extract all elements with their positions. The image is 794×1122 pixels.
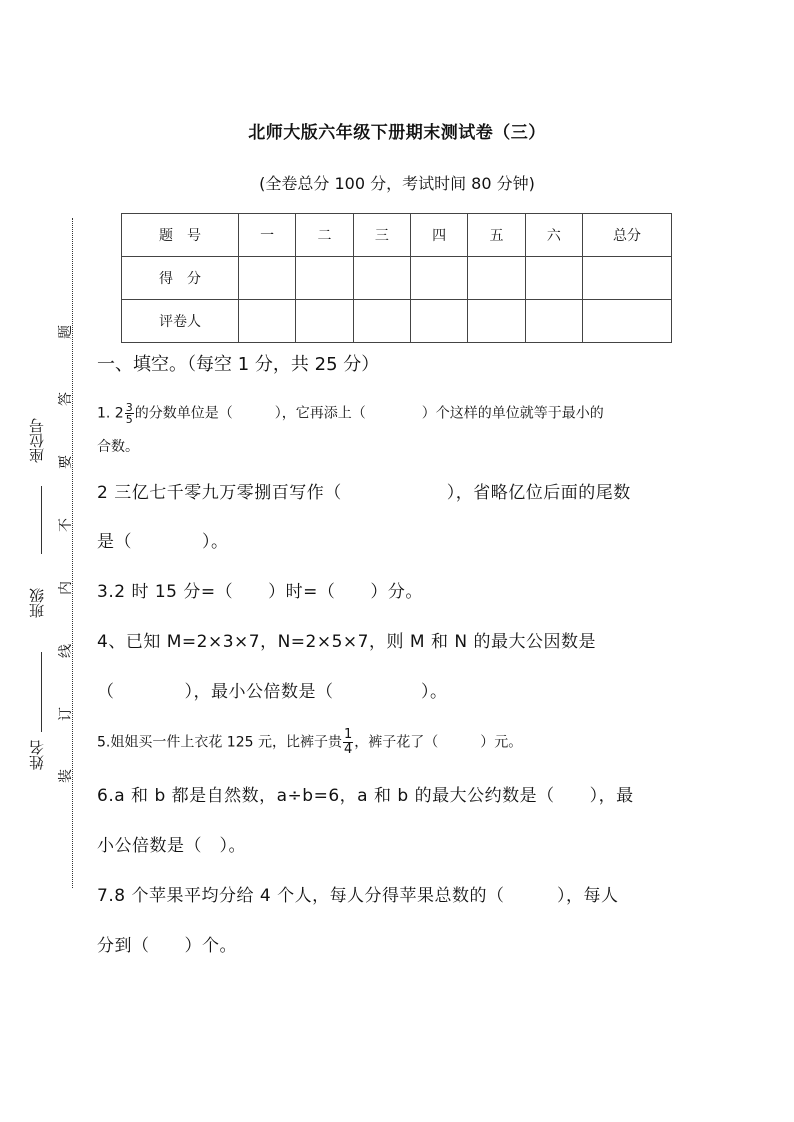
- margin-char: 内: [58, 581, 74, 595]
- fraction-numerator: 1: [343, 727, 353, 742]
- score-header-cell: 六: [525, 214, 582, 257]
- score-header-cell: 二: [296, 214, 353, 257]
- score-header-cell: 四: [410, 214, 467, 257]
- class-label: 班级: [28, 588, 46, 618]
- fraction-denominator: 5: [125, 413, 133, 426]
- score-cell[interactable]: [468, 257, 525, 300]
- margin-char: 订: [58, 707, 74, 721]
- question-5-suffix: ，裤子花了（ ）元。: [354, 734, 523, 751]
- score-table-header-row: [122, 214, 672, 257]
- section-heading: 一、填空。（每空 1 分，共 25 分）: [97, 354, 380, 375]
- question-1-prefix: 1. 2: [97, 405, 124, 422]
- score-cell[interactable]: [525, 300, 582, 343]
- score-cell[interactable]: [583, 257, 672, 300]
- score-row-label: 得 分: [122, 257, 239, 300]
- question-5: [97, 728, 522, 757]
- fraction-denominator: 4: [343, 742, 353, 757]
- question-3: 3.2 时 15 分=（ ）时=（ ）分。: [97, 582, 423, 602]
- question-1-continued: 合数。: [97, 439, 139, 455]
- seat-number-label: 座位号: [28, 418, 46, 463]
- score-header-label: 题 号: [122, 214, 239, 257]
- question-2-line2: 是（ ）。: [97, 532, 229, 552]
- question-4-line1: 4、已知 M=2×3×7，N=2×5×7，则 M 和 N 的最大公因数是: [97, 632, 596, 652]
- fraction-numerator: 3: [125, 401, 133, 414]
- score-cell[interactable]: [410, 257, 467, 300]
- question-2-line1: 2 三亿七千零九万零捌百写作（ ），省略亿位后面的尾数: [97, 483, 631, 503]
- question-6-line1: 6.a 和 b 都是自然数，a÷b=6，a 和 b 的最大公约数是（ ），最: [97, 786, 634, 806]
- question-6-line2: 小公倍数是（ ）。: [97, 836, 246, 856]
- margin-char: 要: [58, 455, 74, 469]
- question-1-text: 的分数单位是（ ），它再添上（ ）个这样的单位就等于最小的: [134, 405, 604, 422]
- score-table-row: [122, 257, 672, 300]
- margin-char: 答: [58, 392, 74, 406]
- binding-dotted-line: [72, 218, 73, 888]
- name-label: 姓名: [28, 740, 46, 770]
- score-cell[interactable]: [468, 300, 525, 343]
- score-header-cell: 一: [239, 214, 296, 257]
- margin-char: 题: [58, 325, 74, 339]
- score-header-cell: 三: [353, 214, 410, 257]
- question-5-prefix: 5.姐姐买一件上衣花 125 元，比裤子贵: [97, 734, 342, 751]
- score-header-total: 总分: [583, 214, 672, 257]
- score-row-label: 评卷人: [122, 300, 239, 343]
- exam-title: 北师大版六年级下册期末测试卷（三）: [248, 123, 546, 143]
- question-7-line2: 分到（ ）个。: [97, 936, 237, 956]
- fraction: [125, 402, 134, 425]
- score-cell[interactable]: [239, 257, 296, 300]
- score-cell[interactable]: [239, 300, 296, 343]
- margin-char: 不: [58, 518, 74, 532]
- class-blank[interactable]: [41, 652, 42, 732]
- question-7-line1: 7.8 个苹果平均分给 4 个人，每人分得苹果总数的（ ），每人: [97, 886, 619, 906]
- score-cell[interactable]: [583, 300, 672, 343]
- score-cell[interactable]: [296, 257, 353, 300]
- seat-number-blank[interactable]: [41, 486, 42, 554]
- score-cell[interactable]: [525, 257, 582, 300]
- score-header-cell: 五: [468, 214, 525, 257]
- score-cell[interactable]: [353, 300, 410, 343]
- question-4-line2: （ ），最小公倍数是（ ）。: [97, 682, 448, 702]
- score-cell[interactable]: [296, 300, 353, 343]
- margin-char: 装: [58, 769, 74, 783]
- score-table-row: [122, 300, 672, 343]
- fraction: [343, 728, 353, 757]
- score-table: [121, 213, 672, 343]
- score-cell[interactable]: [410, 300, 467, 343]
- exam-subtitle: (全卷总分 100 分，考试时间 80 分钟): [259, 174, 535, 193]
- question-1: [97, 402, 604, 425]
- margin-char: 线: [58, 644, 74, 658]
- score-cell[interactable]: [353, 257, 410, 300]
